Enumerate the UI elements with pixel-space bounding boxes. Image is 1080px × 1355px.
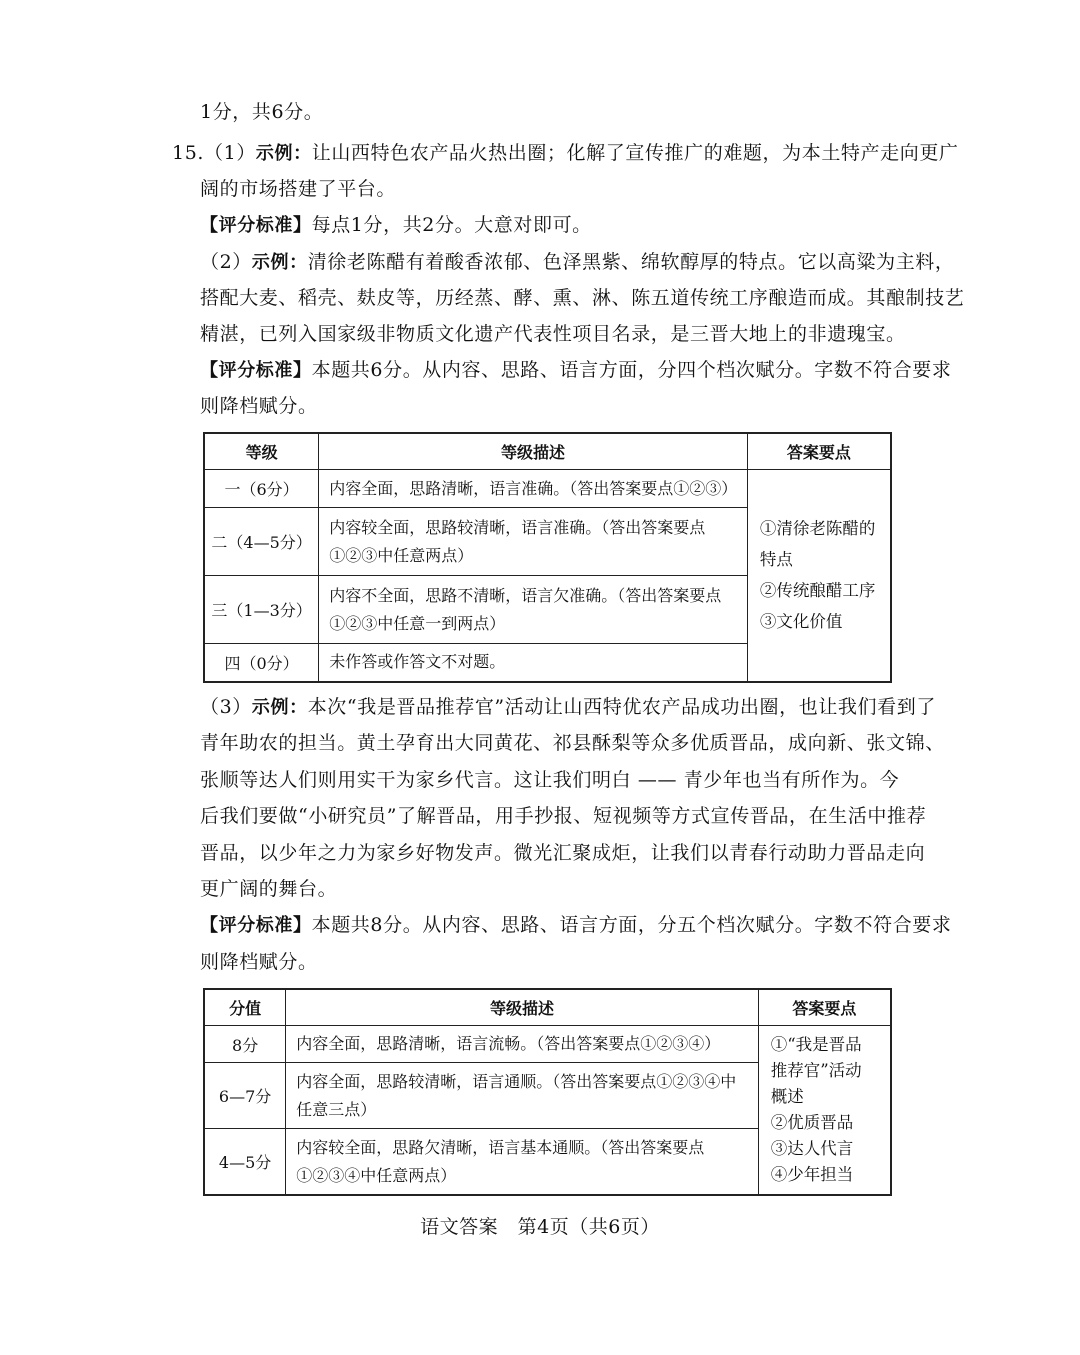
part-marker: （2）	[200, 251, 252, 273]
key-point: ③文化价值	[759, 612, 843, 632]
q15-part1-line2: 阔的市场搭建了平台。	[200, 178, 397, 200]
table-header: 分值	[204, 989, 286, 1026]
question-number: 15.	[172, 142, 205, 164]
grade-cell: 一（6分）	[204, 470, 319, 508]
table-header: 等级	[204, 433, 319, 470]
table-row	[204, 470, 891, 508]
table-header: 答案要点	[747, 433, 891, 470]
score-standard-3-line2: 则降档赋分。	[200, 951, 318, 973]
q15-part2-line1	[200, 249, 955, 276]
key-point: ③达人代言	[770, 1139, 854, 1158]
score-standard-2	[200, 357, 952, 384]
desc-cell: 内容全面，思路较清晰，语言通顺。（答出答案要点①②③④中任意三点）	[286, 1063, 759, 1129]
table-header: 答案要点	[758, 989, 891, 1026]
grade-cell: 6—7分	[204, 1063, 286, 1129]
desc-cell: 内容全面，思路清晰，语言准确。（答出答案要点①②③）	[319, 470, 748, 508]
score-text: 本题共8分。从内容、思路、语言方面，分五个档次赋分。字数不符合要求	[311, 914, 952, 936]
key-point: ④少年担当	[770, 1165, 854, 1184]
score-text: 本题共6分。从内容、思路、语言方面，分四个档次赋分。字数不符合要求	[311, 359, 952, 381]
desc-cell: 内容不全面，思路不清晰，语言欠准确。（答出答案要点①②③中任意一到两点）	[319, 576, 748, 644]
table-header: 等级描述	[319, 433, 748, 470]
desc-cell: 内容全面，思路清晰，语言流畅。（答出答案要点①②③④）	[286, 1026, 759, 1063]
q15-part3-line3: 张顺等达人们则用实干为家乡代言。这让我们明白 —— 青少年也当有所作为。今	[200, 769, 900, 791]
grade-cell: 二（4—5分）	[204, 508, 319, 576]
example-label: 示例：	[251, 252, 308, 273]
example-label: 示例：	[251, 697, 308, 718]
grade-cell: 四（0分）	[204, 644, 319, 682]
score-label: 【评分标准】	[200, 360, 312, 381]
score-text: 每点1分，共2分。大意对即可。	[311, 214, 592, 236]
q15-part2-line3: 精湛，已列入国家级非物质文化遗产代表性项目名录，是三晋大地上的非遗瑰宝。	[200, 323, 906, 345]
table-header-row	[204, 989, 891, 1026]
answer-text: 让山西特色农产品火热出圈；化解了宣传推广的难题，为本土特产走向更广	[311, 142, 959, 164]
desc-cell: 内容较全面，思路较清晰，语言准确。（答出答案要点①②③中任意两点）	[319, 508, 748, 576]
key-point: ①清徐老陈醋的特点	[759, 519, 876, 570]
desc-cell: 内容较全面，思路欠清晰，语言基本通顺。（答出答案要点①②③④中任意两点）	[286, 1129, 759, 1195]
score-standard-1	[200, 212, 900, 239]
example-label: 示例：	[255, 143, 312, 164]
table-row	[204, 1026, 891, 1063]
key-points-cell	[747, 470, 891, 682]
part-marker: （1）	[204, 142, 256, 164]
q15-part3-line5: 晋品，以少年之力为家乡好物发声。微光汇聚成炬，让我们以青春行动助力晋品走向	[200, 842, 926, 864]
q15-part3-line1	[200, 694, 936, 721]
desc-cell: 未作答或作答文不对题。	[319, 644, 748, 682]
grade-cell: 4—5分	[204, 1129, 286, 1195]
score-standard-2-line2: 则降档赋分。	[200, 395, 318, 417]
q15-part3-line2: 青年助农的担当。黄土孕育出大同黄花、祁县酥梨等众多优质晋品，成向新、张文锦、	[200, 732, 945, 754]
key-point: ①“我是晋品推荐官”活动概述	[770, 1035, 862, 1106]
key-point: ②传统酿醋工序	[759, 581, 876, 601]
answer-text: 清徐老陈醋有着酸香浓郁、色泽黑紫、绵软醇厚的特点。它以高粱为主料，	[307, 251, 955, 273]
table-header: 等级描述	[286, 989, 759, 1026]
q15-part2-line2: 搭配大麦、稻壳、麸皮等，历经蒸、酵、熏、淋、陈五道传统工序酿造而成。其酿制技艺	[200, 287, 965, 309]
q15-part3-line4: 后我们要做“小研究员”了解晋品，用手抄报、短视频等方式宣传晋品，在生活中推荐	[200, 805, 927, 827]
intro-line: 1分，共6分。	[200, 101, 324, 123]
answer-text: 本次“我是晋品推荐官”活动让山西特优农产品成功出圈，也让我们看到了	[307, 696, 936, 718]
page-footer: 语文答案 第4页（共6页）	[420, 1216, 660, 1238]
score-standard-3	[200, 912, 952, 939]
score-label: 【评分标准】	[200, 215, 312, 236]
grade-cell: 8分	[204, 1026, 286, 1063]
grade-cell: 三（1—3分）	[204, 576, 319, 644]
grading-table-2	[203, 988, 892, 1196]
q15-part3-line6: 更广阔的舞台。	[200, 878, 338, 900]
part-marker: （3）	[200, 696, 252, 718]
score-label: 【评分标准】	[200, 915, 312, 936]
grading-table-1	[203, 432, 892, 683]
q15-part1-line1	[172, 140, 959, 167]
table-header-row	[204, 433, 891, 470]
key-points-cell	[758, 1026, 891, 1196]
key-point: ②优质晋品	[770, 1113, 854, 1132]
